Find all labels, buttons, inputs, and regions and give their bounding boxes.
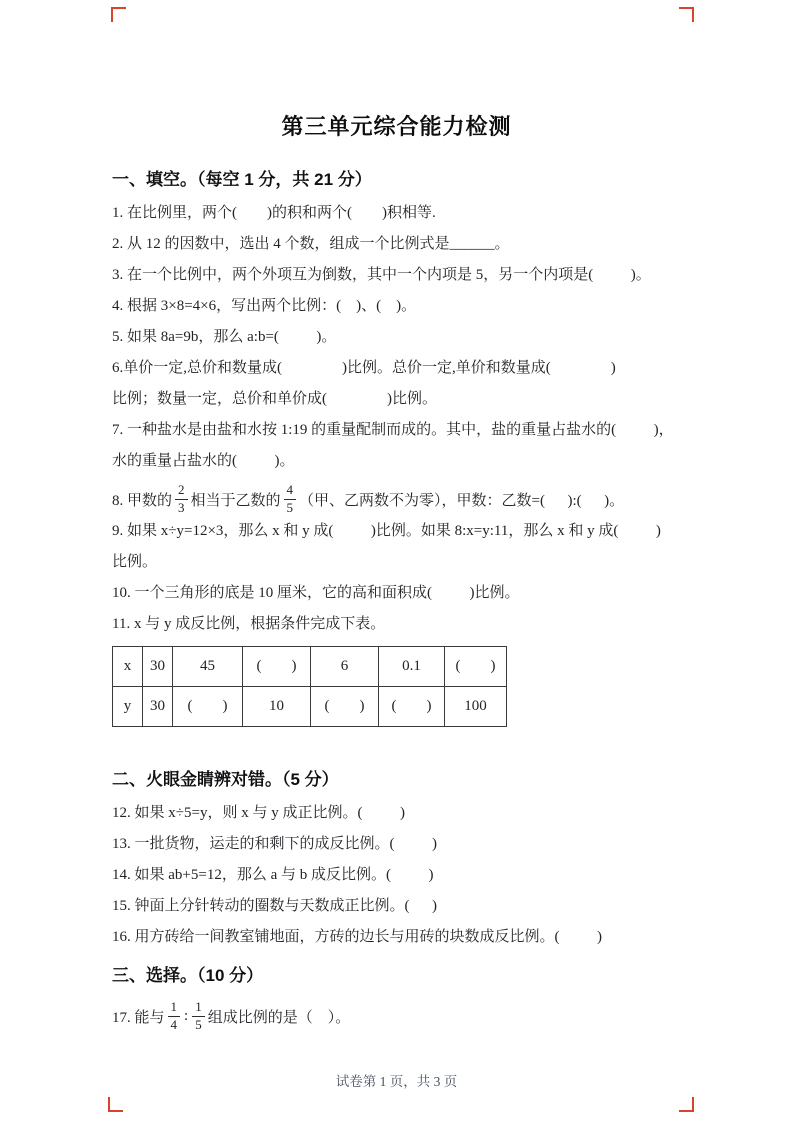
corner-mark-top-left-icon <box>111 7 126 22</box>
table-row-y <box>113 686 507 726</box>
question-10: 10. 一个三角形的底是 10 厘米，它的高和面积成( )比例。 <box>112 584 520 601</box>
question-5: 5. 如果 8a=9b，那么 a:b=( )。 <box>112 329 337 345</box>
table-cell: x <box>113 646 143 686</box>
section-1-heading: 一、填空。（每空 1 分，共 21 分） <box>112 170 372 189</box>
question-8 <box>112 483 695 516</box>
exam-content <box>0 165 793 1033</box>
xy-ratio-table <box>112 646 507 727</box>
table-cell: 10 <box>243 686 311 726</box>
question-7-line-2: 水的重量占盐水的( )。 <box>112 453 295 469</box>
corner-mark-bottom-right-icon <box>679 1097 694 1112</box>
question-8-text: 8. 甲数的 <box>112 492 173 509</box>
corner-mark-bottom-left-icon <box>108 1097 123 1112</box>
question-8-text: 相当于乙数的 <box>190 492 281 509</box>
fraction-four-fifths: $\frac{4}{5}$ <box>284 483 297 516</box>
table-cell: 45 <box>173 646 243 686</box>
corner-mark-top-right-icon <box>679 7 694 22</box>
table-cell: 30 <box>143 646 173 686</box>
table-cell: ( ) <box>173 686 243 726</box>
question-14: 14. 如果 ab+5=12，那么 a 与 b 成反比例。( ) <box>112 866 434 883</box>
question-15: 15. 钟面上分针转动的圈数与天数成正比例。( ) <box>112 897 437 914</box>
question-2: 2. 从 12 的因数中，选出 4 个数，组成一个比例式是______。 <box>112 236 510 252</box>
table-cell: 100 <box>445 686 507 726</box>
table-cell: 6 <box>311 646 379 686</box>
table-cell: ( ) <box>445 646 507 686</box>
question-9-line-1: 9. 如果 x÷y=12×3，那么 x 和 y 成( )比例。如果 8:x=y:11，那么 x 和 y 成( ) <box>112 522 661 539</box>
question-12: 12. 如果 x÷5=y，则 x 与 y 成正比例。( ) <box>112 804 405 821</box>
table-cell: 30 <box>143 686 173 726</box>
table-cell: 0.1 <box>379 646 445 686</box>
table-cell: ( ) <box>379 686 445 726</box>
question-17-text: 17. 能与 <box>112 1009 165 1026</box>
table-row-x <box>113 646 507 686</box>
table-cell: y <box>113 686 143 726</box>
ratio-colon: : <box>184 1007 189 1024</box>
page-footer: 试卷第 1 页，共 3 页 <box>335 1074 458 1089</box>
table-cell: ( ) <box>311 686 379 726</box>
fraction-one-fourth: $\frac{1}{4}$ <box>168 1000 181 1033</box>
question-3: 3. 在一个比例中，两个外项互为倒数，其中一个内项是 5，另一个内项是( )。 <box>112 267 651 283</box>
question-9-line-2: 比例。 <box>112 553 158 570</box>
fraction-one-fifth: $\frac{1}{5}$ <box>192 1000 205 1033</box>
question-8-text: （甲、乙两数不为零），甲数：乙数=( ):( )。 <box>299 492 625 509</box>
question-6-line-1: 6.单价一定,总价和数量成( )比例。总价一定,单价和数量成( ) <box>112 360 616 376</box>
table-cell: ( ) <box>243 646 311 686</box>
question-4: 4. 根据 3×8=4×6，写出两个比例：( )、( )。 <box>112 298 417 314</box>
question-11: 11. x 与 y 成反比例，根据条件完成下表。 <box>112 615 386 632</box>
section-2-heading: 二、火眼金睛辨对错。（5 分） <box>112 769 339 789</box>
question-16: 16. 用方砖给一间教室铺地面，方砖的边长与用砖的块数成反比例。( ) <box>112 928 602 945</box>
fraction-two-thirds: $\frac{2}{3}$ <box>175 483 188 516</box>
question-17-text: 组成比例的是（ ）。 <box>207 1009 351 1026</box>
question-1: 1. 在比例里，两个( )的积和两个( )积相等. <box>112 205 436 221</box>
question-6-line-2: 比例；数量一定，总价和单价成( )比例。 <box>112 391 437 407</box>
question-17 <box>112 1000 695 1033</box>
section-3-heading: 三、选择。（10 分） <box>112 965 264 985</box>
question-13: 13. 一批货物，运走的和剩下的成反比例。( ) <box>112 835 437 852</box>
page-title: 第三单元综合能力检测 <box>281 114 512 139</box>
question-7-line-1: 7. 一种盐水是由盐和水按 1:19 的重量配制而成的。其中，盐的重量占盐水的( )， <box>112 422 674 438</box>
